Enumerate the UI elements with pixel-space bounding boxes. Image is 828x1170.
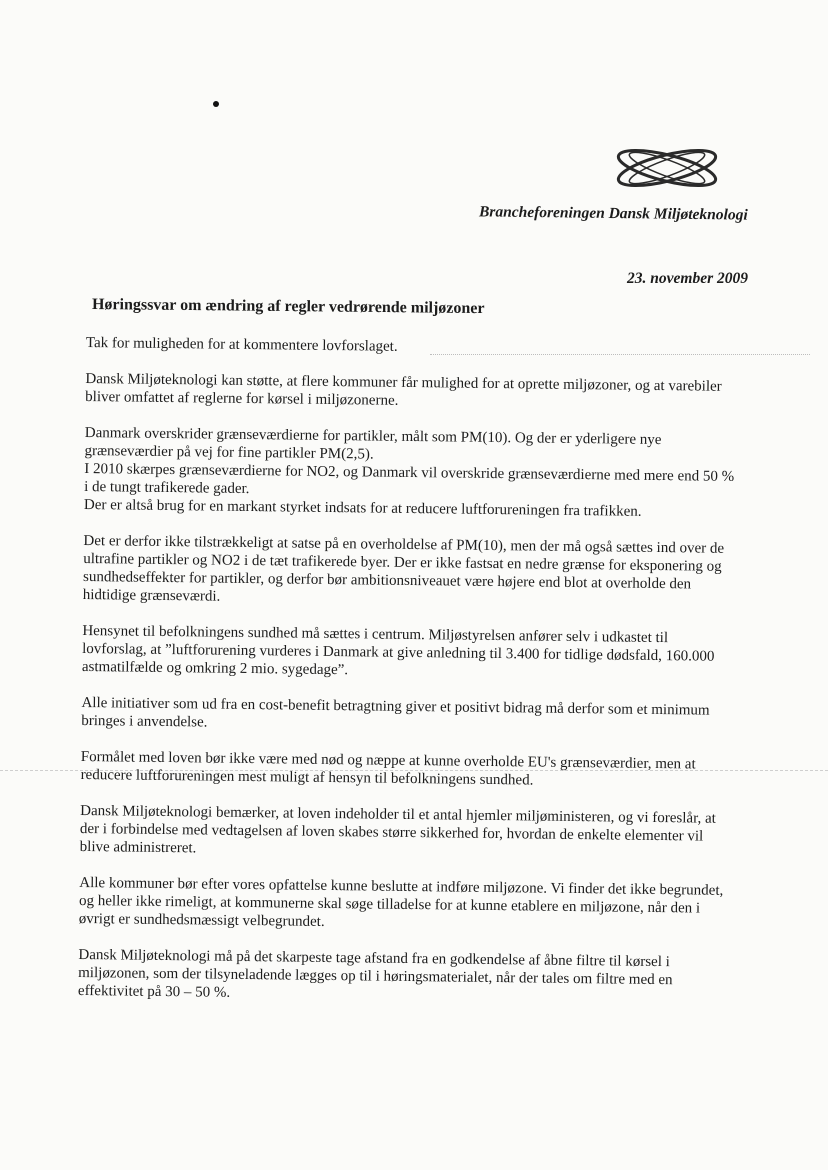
paragraph: Danmark overskrider grænseværdierne for partikler, målt som PM(10). Og der er yderligere nye grænseværdier på vej for fine partikler PM(2,5). (84, 424, 662, 463)
paragraph: Hensynet til befolkningens sundhed må sættes i centrum. Miljøstyrelsen anfører selv i udkastet til lovforslag, at ”luftforurening vurderes i Danmark at give anledning til 3.400 for tidlige dødsfald, 160.000 astmatilfælde og omkring 2 mio. sygedage”. (81, 622, 715, 679)
document-title: Høringssvar om ændring af regler vedrørende miljøzoner (91, 296, 485, 318)
paragraph: Tak for muligheden for at kommentere lovforslaget. (85, 334, 398, 355)
paragraph: Dansk Miljøteknologi kan støtte, at flere kommuner får mulighed for at oprette miljøzoner, og at varebiler bliver omfattet af reglerne for kørsel i miljøzonerne. (85, 370, 722, 409)
paragraph: Alle kommuner bør efter vores opfattelse kunne beslutte at indføre miljøzone. Vi finder det ikke begrundet, og heller ikke rimeligt, at kommunerne skal søge tilladelse for at kunne etablere en miljøzone, når den i øvrigt er sundhedsmæssigt velbegrundet. (78, 874, 724, 930)
organization-name: Brancheforeningen Dansk Miljøteknologi (479, 203, 749, 224)
paragraph: Dansk Miljøteknologi må på det skarpeste tage afstand fra en godkendelse af åbne filtre til kørsel i miljøzonen, som der tilsyneladende lægges op til i høringsmaterialet, når der tales om filtre med en effektivitet på 30 – 50 %. (77, 946, 673, 1001)
paragraph: Alle initiativer som ud fra en cost-benefit betragtning giver et positivt bidrag må derfor som et minimum bringes i anvendelse. (81, 694, 710, 731)
paragraph: Dansk Miljøteknologi bemærker, at loven indeholder til et antal hjemler miljøministeren, og vi foreslår, at der i forbindelse med vedtagelsen af loven skabes større sikkerhed for, hvordan de enkelte elementer vil blive administreret. (79, 802, 716, 857)
orbit-rings-logo-icon (612, 140, 722, 196)
paragraph: I 2010 skærpes grænseværdierne for NO2, og Danmark vil overskride grænseværdierne med mere end 50 % i de tungt trafikerede gader. (84, 460, 735, 498)
scan-speck (213, 101, 219, 107)
document-body (78, 334, 738, 1026)
paragraph: Det er derfor ikke tilstrækkeligt at satse på en overholdelse af PM(10), men der må også sættes ind over de ultrafine partikler og NO2 i de tæt trafikerede byer. Der er ikke fastsat en nedre grænse for eksponering og sundhedseffekter for partikler, og derfor bør ambitionsniveauet være højere end blot at overholde den hidtidige grænseværdi. (82, 532, 725, 605)
paragraph: Der er altså brug for en markant styrket indsats for at reducere luftforureningen fra trafikken. (83, 496, 642, 520)
paragraph: Formålet med loven bør ikke være med nød og næppe at kunne overholde EU's grænseværdier, men at reducere luftforureningen mest muligt af hensyn til befolkningens sundhed. (80, 748, 696, 789)
document-date: 23. november 2009 (627, 270, 748, 287)
